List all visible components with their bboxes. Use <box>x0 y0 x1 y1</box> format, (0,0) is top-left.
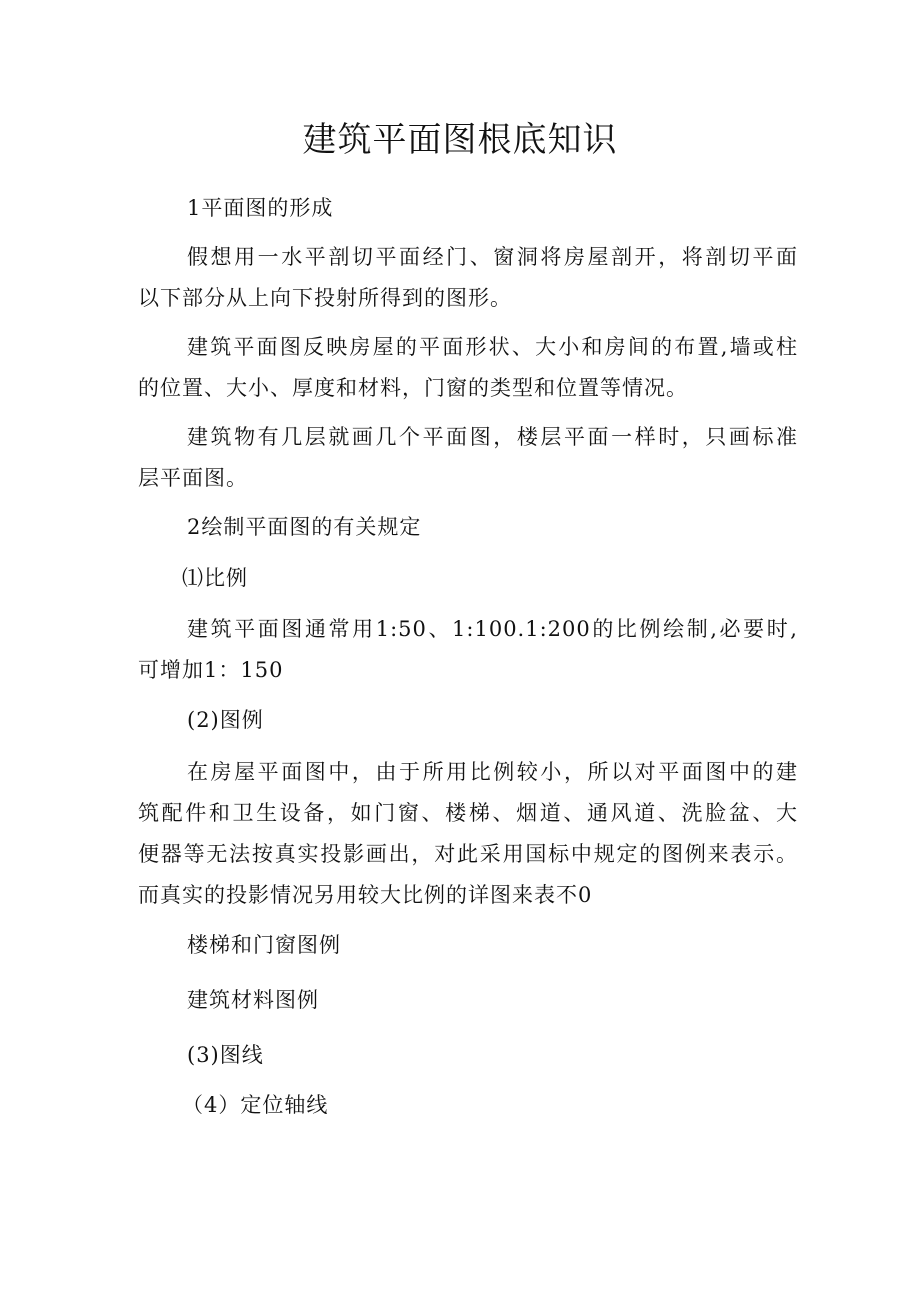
subsection-axis-heading <box>138 1085 798 1126</box>
document-title: 建筑平面图根底知识 <box>302 120 618 160</box>
section-1-paragraph-1 <box>138 237 798 319</box>
paragraph-line: 建筑物有几层就画几个平面图，楼层平面一样时，只画标准 <box>187 425 798 449</box>
subsection-scale-paragraph <box>138 609 798 691</box>
paragraph-line: 以下部分从上向下投射所得到的图形。 <box>138 286 512 310</box>
paragraph-line: 在房屋平面图中，由于所用比例较小，所以对平面图中的建 <box>187 760 798 784</box>
paragraph-line: 的位置、大小、厚度和材料，门窗的类型和位置等情况。 <box>138 376 688 400</box>
subsection-legend-heading <box>138 700 798 741</box>
paragraph-line: 可增加1：150 <box>138 658 284 682</box>
subsection-lines-heading <box>138 1035 798 1076</box>
section-1-paragraph-3 <box>138 417 798 499</box>
subsection-legend-paragraph <box>138 752 798 916</box>
paragraph-line: 建筑平面图通常用1:50、1:100.1:200的比例绘制,必要时, <box>187 617 798 641</box>
section-1-heading <box>138 188 798 229</box>
legend-stairs-doors-windows <box>138 925 798 966</box>
subsection-axis-heading-text: （4）定位轴线 <box>182 1093 329 1117</box>
section-1-heading-text: 1平面图的形成 <box>187 196 334 220</box>
paragraph-line: 建筑平面图反映房屋的平面形状、大小和房间的布置,墙或柱 <box>187 335 798 359</box>
paragraph-line: 层平面图。 <box>138 466 248 490</box>
legend-building-materials <box>138 980 798 1021</box>
paragraph-line: 便器等无法按真实投影画出，对此采用国标中规定的图例来表示。 <box>138 842 798 866</box>
section-2-heading-text: 2绘制平面图的有关规定 <box>187 515 422 539</box>
subsection-scale-heading <box>138 558 798 599</box>
paragraph-line: 而真实的投影情况另用较大比例的详图来表不0 <box>138 883 593 907</box>
legend-stairs-text: 楼梯和门窗图例 <box>187 933 341 957</box>
section-1-paragraph-2 <box>138 327 798 409</box>
section-2-heading <box>138 507 798 548</box>
subsection-legend-heading-text: (2)图例 <box>187 708 264 732</box>
subsection-scale-heading-text: ⑴比例 <box>182 566 248 590</box>
paragraph-line: 筑配件和卫生设备，如门窗、楼梯、烟道、通风道、洗脸盆、大 <box>138 801 798 825</box>
legend-materials-text: 建筑材料图例 <box>187 988 319 1012</box>
subsection-lines-heading-text: (3)图线 <box>187 1043 264 1067</box>
paragraph-line: 假想用一水平剖切平面经门、窗洞将房屋剖开，将剖切平面 <box>187 245 798 269</box>
